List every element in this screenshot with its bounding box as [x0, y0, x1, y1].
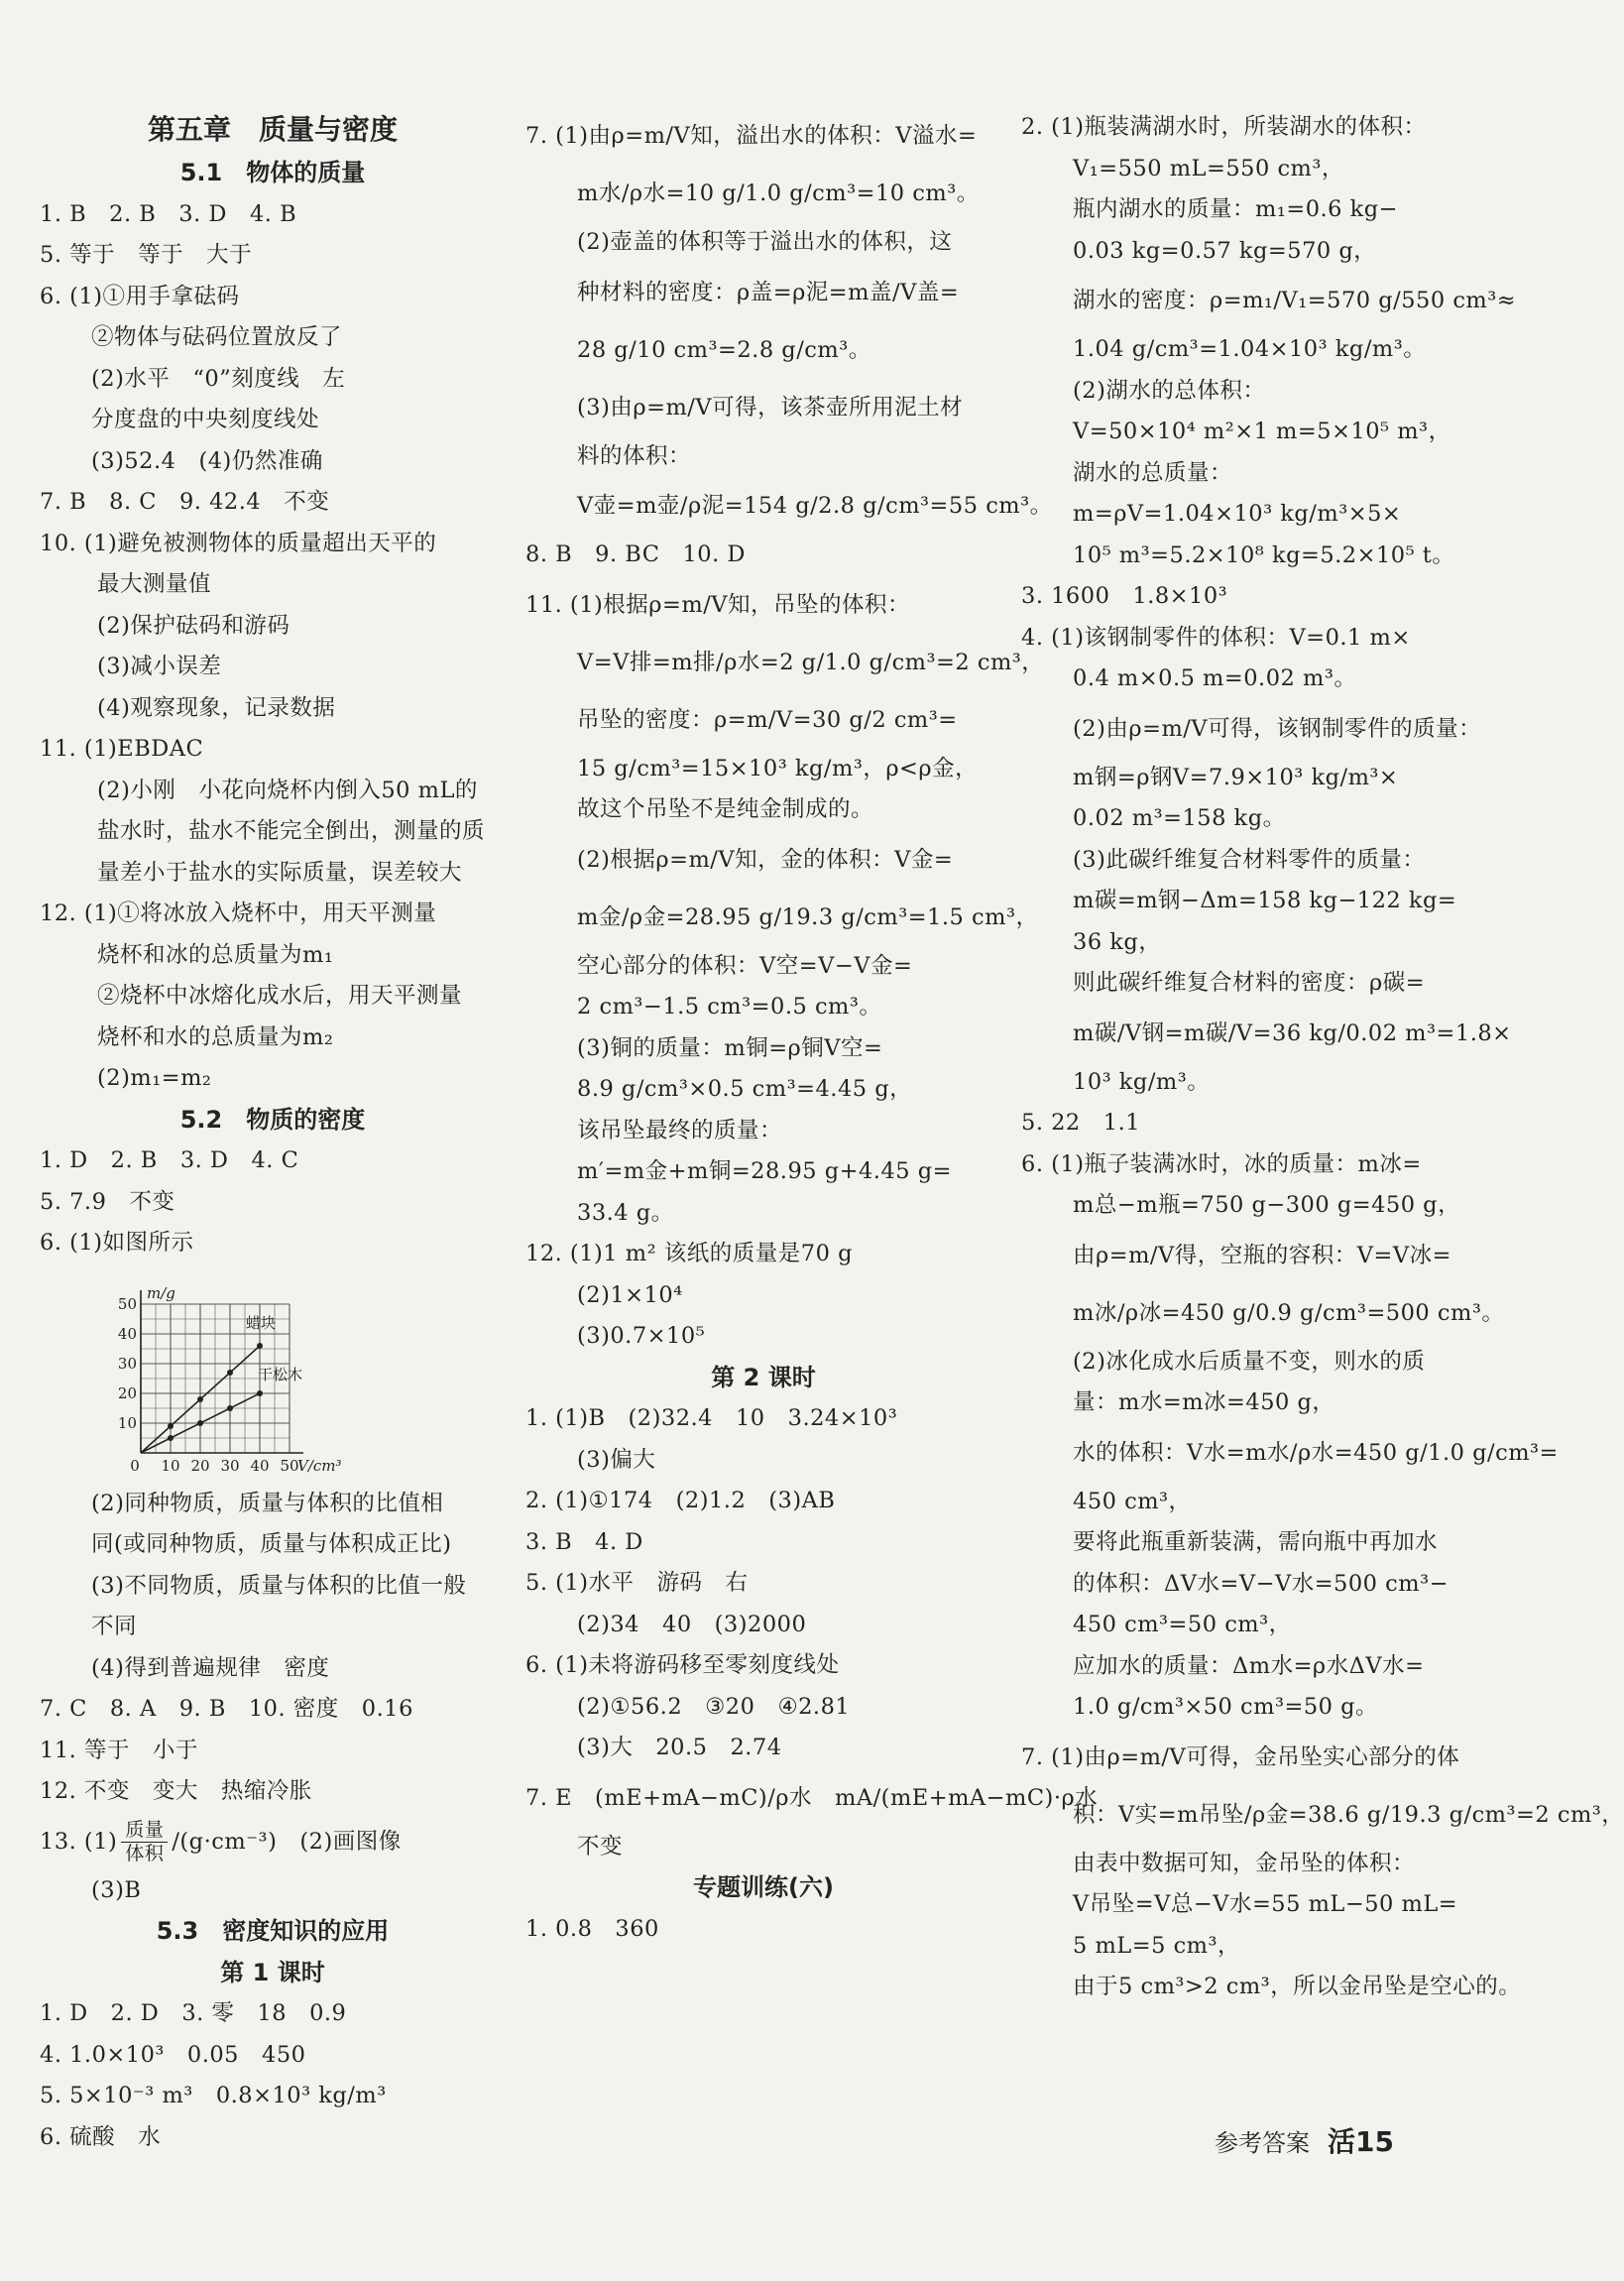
answer-line: 33.4 g。: [577, 1199, 674, 1226]
answer-line: (2)1×10⁴: [577, 1281, 683, 1308]
answer-line: (2)由ρ=m/V可得，该钢制零件的质量：: [1073, 715, 1482, 742]
answer-line: (2)①56.2 ③20 ④2.81: [577, 1693, 851, 1720]
answer-line: (3)52.4 (4)仍然准确: [91, 447, 323, 474]
answer-line: 450 cm³，: [1073, 1488, 1192, 1514]
answer-line: 湖水的总质量：: [1073, 459, 1233, 486]
y-tick-label: 20: [117, 1383, 137, 1402]
answer-text: /(g·cm⁻³) (2)画图像: [172, 1828, 402, 1855]
answer-line: (3)此碳纤维复合材料零件的质量：: [1073, 846, 1426, 873]
answer-line: m水/ρ水=10 g/1.0 g/cm³=10 cm³。: [577, 180, 980, 206]
section-5-3-title: 5.3 密度知识的应用: [156, 1917, 390, 1945]
series-label: 蜡块: [246, 1313, 277, 1332]
answer-line: V=50×10⁴ m²×1 m=5×10⁵ m³，: [1073, 419, 1451, 444]
answer-line: 12. (1)①将冰放入烧杯中，用天平测量: [40, 900, 437, 926]
answer-line: (3)偏大: [577, 1446, 656, 1473]
answer-line: 6. (1)①用手拿砝码: [40, 283, 240, 309]
answer-line: (2)根据ρ=m/V知，金的体积：V金=: [577, 846, 954, 873]
answer-line: (2)34 40 (3)2000: [577, 1611, 807, 1637]
data-point: [168, 1435, 174, 1441]
answer-line: 1. (1)B (2)32.4 10 3.24×10³: [525, 1405, 898, 1431]
footer-label: 参考答案: [1215, 2129, 1310, 2157]
answer-line: 则此碳纤维复合材料的密度：ρ碳=: [1073, 970, 1426, 996]
answer-line: 36 kg，: [1073, 928, 1162, 955]
answer-line: 10⁵ m³=5.2×10⁸ kg=5.2×10⁵ t。: [1073, 541, 1455, 568]
chart-svg: [89, 1266, 342, 1480]
answer-line: (3)不同物质，质量与体积的比值一般: [91, 1572, 467, 1599]
data-point: [197, 1420, 203, 1426]
answer-line: V吊坠=V总−V水=55 mL−50 mL=: [1073, 1891, 1458, 1917]
answer-line: 2. (1)①174 (2)1.2 (3)AB: [525, 1488, 836, 1513]
answer-line: m金/ρ金=28.95 g/19.3 g/cm³=1.5 cm³，: [577, 903, 1039, 930]
answer-line: 5. 7.9 不变: [40, 1188, 175, 1215]
answer-line: m碳=m钢−Δm=158 kg−122 kg=: [1073, 888, 1457, 913]
x-tick-label: 0: [130, 1456, 140, 1475]
answer-line: 水的体积：V水=m水/ρ水=450 g/1.0 g/cm³=: [1073, 1439, 1559, 1466]
answer-line: 烧杯和冰的总质量为m₁: [97, 941, 334, 968]
answer-line: 1. B 2. B 3. D 4. B: [40, 200, 297, 227]
y-tick-label: 10: [117, 1413, 137, 1432]
page-number: 活15: [1328, 2125, 1394, 2158]
answer-line: 故这个吊坠不是纯金制成的。: [577, 796, 874, 822]
answer-line: 11. 等于 小于: [40, 1737, 198, 1763]
answer-line: 1. 0.8 360: [525, 1915, 659, 1942]
fraction: [121, 1819, 168, 1865]
answer-line: (3)大 20.5 2.74: [577, 1735, 782, 1760]
answer-line: 盐水时，盐水不能完全倒出，测量的质: [97, 818, 486, 844]
answer-line: 7. (1)由ρ=m/V可得，金吊坠实心部分的体: [1021, 1743, 1460, 1770]
answer-line: 5. 5×10⁻³ m³ 0.8×10³ kg/m³: [40, 2083, 387, 2108]
answer-line: 5. 等于 等于 大于: [40, 242, 253, 268]
lesson-1-title: 第 1 课时: [220, 1958, 325, 1986]
answer-text: 13. (1): [40, 1828, 118, 1855]
answer-line: 应加水的质量：Δm水=ρ水ΔV水=: [1073, 1652, 1425, 1679]
y-tick-label: 50: [117, 1294, 137, 1313]
answer-line: 11. (1)根据ρ=m/V知，吊坠的体积：: [525, 591, 911, 618]
answer-line: 5. 22 1.1: [1021, 1110, 1141, 1136]
answer-line: 7. B 8. C 9. 42.4 不变: [40, 489, 330, 515]
column-left: [40, 107, 506, 2158]
answer-line: (3)减小误差: [97, 654, 222, 679]
answer-line: 1.0 g/cm³×50 cm³=50 g。: [1073, 1694, 1379, 1720]
answer-line: 0.03 kg=0.57 kg=570 g，: [1073, 237, 1377, 264]
answer-line: 0.4 m×0.5 m=0.02 m³。: [1073, 665, 1357, 691]
section-5-2-title: 5.2 物质的密度: [179, 1105, 366, 1134]
answer-line: 11. (1)EBDAC: [40, 736, 204, 762]
answer-line: 由ρ=m/V得，空瓶的容积：V=V冰=: [1073, 1242, 1451, 1268]
answer-line: 湖水的密度：ρ=m₁/V₁=570 g/550 cm³≈: [1073, 288, 1517, 313]
y-tick-label: 40: [117, 1324, 137, 1343]
answer-line: 12. (1)1 m² 该纸的质量是70 g: [525, 1241, 853, 1266]
fraction-denominator: 体积: [125, 1843, 165, 1864]
answer-line: V=V排=m排/ρ水=2 g/1.0 g/cm³=2 cm³，: [577, 649, 1045, 675]
data-point: [257, 1390, 263, 1396]
answer-line: 该吊坠最终的质量：: [577, 1117, 783, 1143]
answer-line: (3)由ρ=m/V可得，该茶壶所用泥土材: [577, 394, 964, 420]
answer-line: 分度盘的中央刻度线处: [91, 407, 320, 432]
x-axis-label: V/cm³: [297, 1456, 342, 1475]
answer-line: 量差小于盐水的实际质量，误差较大: [97, 859, 463, 886]
answer-line: 450 cm³=50 cm³，: [1073, 1612, 1292, 1637]
answer-line: 1. D 2. B 3. D 4. C: [40, 1147, 299, 1173]
data-point: [197, 1396, 203, 1402]
answer-line: 不同: [91, 1614, 138, 1639]
answer-line: 的体积：ΔV水=V−V水=500 cm³−: [1073, 1570, 1449, 1597]
answer-line: m冰/ρ冰=450 g/0.9 g/cm³=500 cm³。: [1073, 1299, 1505, 1326]
answer-line: (2)壶盖的体积等于溢出水的体积，这: [577, 229, 953, 255]
data-point: [168, 1423, 174, 1429]
y-tick-label: 30: [117, 1354, 137, 1373]
fraction-numerator: 质量: [121, 1819, 168, 1843]
answer-line: (2)m₁=m₂: [97, 1065, 212, 1091]
special-training-title: 专题训练(六): [693, 1873, 834, 1901]
section-5-1-title: 5.1 物体的质量: [179, 159, 366, 186]
answer-line: 瓶内湖水的质量：m₁=0.6 kg−: [1073, 196, 1399, 222]
x-tick-label: 40: [250, 1456, 270, 1475]
answer-line: m碳/V钢=m碳/V=36 kg/0.02 m³=1.8×: [1073, 1020, 1512, 1046]
answer-line: 5. (1)水平 游码 右: [525, 1570, 749, 1596]
x-tick-label: 10: [161, 1456, 180, 1475]
answer-line: 由于5 cm³>2 cm³，所以金吊坠是空心的。: [1073, 1974, 1522, 1999]
answer-line: (3)铜的质量：m铜=ρ铜V空=: [577, 1034, 883, 1061]
answer-line: 6. (1)未将游码移至零刻度线处: [525, 1652, 840, 1678]
answer-line: 1. D 2. D 3. 零 18 0.9: [40, 2000, 347, 2026]
answer-line: 烧杯和水的总质量为m₂: [97, 1023, 334, 1050]
answer-line: 吊坠的密度：ρ=m/V=30 g/2 cm³=: [577, 706, 958, 733]
answer-line: 空心部分的体积：V空=V−V金=: [577, 952, 913, 979]
y-axis-label: m/g: [147, 1283, 175, 1302]
answer-line: 种材料的密度：ρ盖=ρ泥=m盖/V盖=: [577, 279, 960, 305]
answer-line: m总−m瓶=750 g−300 g=450 g，: [1073, 1192, 1461, 1218]
answer-line: 1.04 g/cm³=1.04×10³ kg/m³。: [1073, 336, 1427, 362]
answer-line: 28 g/10 cm³=2.8 g/cm³。: [577, 336, 871, 363]
answer-line: 8.9 g/cm³×0.5 cm³=4.45 g，: [577, 1076, 913, 1102]
x-tick-label: 50: [280, 1456, 299, 1475]
answer-line: 6. (1)瓶子装满冰时，冰的质量：m冰=: [1021, 1150, 1422, 1177]
answer-line: 由表中数据可知，金吊坠的体积：: [1073, 1850, 1416, 1876]
answer-line: 10³ kg/m³。: [1073, 1068, 1211, 1095]
answer-line: m钢=ρ钢V=7.9×10³ kg/m³×: [1073, 764, 1399, 790]
answer-line: (2)水平 “0”刻度线 左: [91, 365, 346, 392]
data-point: [257, 1343, 263, 1349]
data-point: [227, 1370, 233, 1376]
answer-line: 6. 硫酸 水: [40, 2123, 162, 2150]
answer-line: 2 cm³−1.5 cm³=0.5 cm³。: [577, 994, 882, 1020]
answer-line: 7. (1)由ρ=m/V知，溢出水的体积：V溢水=: [525, 123, 978, 149]
answer-line: m′=m金+m铜=28.95 g+4.45 g=: [577, 1158, 952, 1184]
answer-line: 7. C 8. A 9. B 10. 密度 0.16: [40, 1696, 413, 1722]
answer-line: 0.02 m³=158 kg。: [1073, 805, 1286, 831]
answer-line: 3. 1600 1.8×10³: [1021, 583, 1228, 609]
answer-line: (4)观察现象，记录数据: [97, 694, 336, 721]
x-tick-label: 20: [190, 1456, 210, 1475]
answer-line: 不变: [577, 1833, 624, 1860]
x-tick-label: 30: [220, 1456, 240, 1475]
answer-line: (2)保护砝码和游码: [97, 612, 290, 639]
answer-line: V壶=m壶/ρ泥=154 g/2.8 g/cm³=55 cm³。: [577, 493, 1053, 519]
answer-line: 15 g/cm³=15×10³ kg/m³，ρ<ρ金，: [577, 755, 979, 781]
answer-line: (4)得到普遍规律 密度: [91, 1654, 330, 1681]
chapter-title: 第五章 质量与密度: [147, 113, 398, 146]
column-right: [1021, 107, 1624, 2008]
mass-volume-chart: [89, 1266, 506, 1480]
series-label: 干松木: [258, 1365, 303, 1383]
answer-line: (2)小刚 小花向烧杯内倒入50 mL的: [97, 777, 478, 803]
answer-line: V₁=550 mL=550 cm³，: [1073, 155, 1344, 181]
answer-line: 料的体积：: [577, 442, 692, 469]
answer-line: 同(或同种物质，质量与体积成正比): [91, 1531, 452, 1557]
answer-line: 7. E (mE+mA−mC)/ρ水 mA/(mE+mA−mC)·ρ水: [525, 1784, 1099, 1811]
lesson-2-title: 第 2 课时: [711, 1363, 816, 1391]
answer-line: ②烧杯中冰熔化成水后，用天平测量: [97, 983, 463, 1009]
answer-line: (2)冰化成水后质量不变，则水的质: [1073, 1348, 1426, 1375]
answer-line: 10. (1)避免被测物体的质量超出天平的: [40, 530, 437, 556]
answer-line: 8. B 9. BC 10. D: [525, 541, 746, 567]
answer-line: 6. (1)如图所示: [40, 1230, 194, 1256]
page-footer: [1215, 2120, 1394, 2160]
answer-line: ②物体与砝码位置放反了: [91, 324, 343, 350]
answer-line: (2)同种物质，质量与体积的比值相: [91, 1490, 444, 1516]
answer-line: [40, 1813, 506, 1870]
answer-line: 要将此瓶重新装满，需向瓶中再加水: [1073, 1529, 1439, 1555]
answer-line: 量：m水=m冰=450 g，: [1073, 1389, 1335, 1415]
answer-line: 3. B 4. D: [525, 1528, 643, 1555]
answer-line: 最大测量值: [97, 571, 212, 597]
answer-line: 2. (1)瓶装满湖水时，所装湖水的体积：: [1021, 114, 1427, 140]
answer-line: 5 mL=5 cm³，: [1073, 1932, 1241, 1959]
answer-line: (3)B: [91, 1876, 142, 1903]
data-point: [227, 1405, 233, 1411]
answer-line: (3)0.7×10⁵: [577, 1323, 706, 1349]
answer-line: (2)湖水的总体积：: [1073, 377, 1266, 404]
answer-line: 4. (1)该钢制零件的体积：V=0.1 m×: [1021, 624, 1411, 651]
answer-line: m=ρV=1.04×10³ kg/m³×5×: [1073, 501, 1402, 527]
answer-line: 4. 1.0×10³ 0.05 450: [40, 2041, 306, 2068]
answer-line: 积：V实=m吊坠/ρ金=38.6 g/19.3 g/cm³=2 cm³，: [1073, 1801, 1624, 1828]
answer-line: 12. 不变 变大 热缩冷胀: [40, 1778, 312, 1804]
